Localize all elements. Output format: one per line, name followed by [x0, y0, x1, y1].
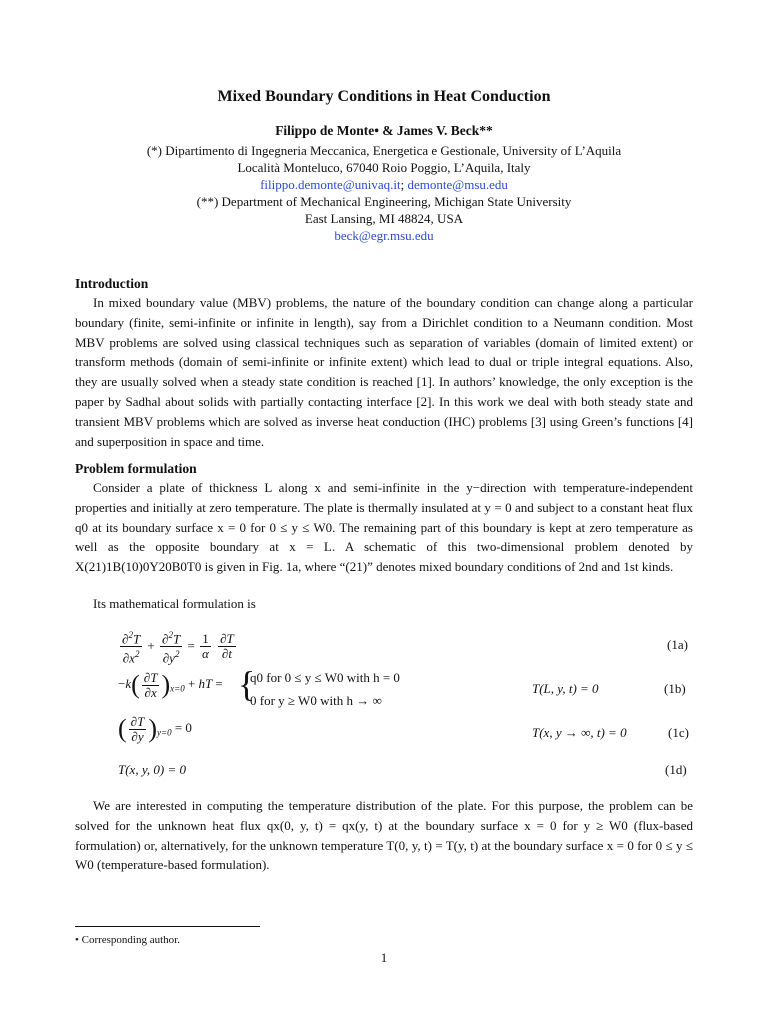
paper-title: Mixed Boundary Conditions in Heat Conduction	[217, 88, 551, 105]
equation-number-1a: (1a)	[667, 637, 688, 652]
equation-1a: $\frac{\partial^2T}{\partial x^2}$ + $\frac{\partial^2T}{\partial y^2}$ = $\frac{1}{\alpha}$ $\frac{\partial T}{\partial t}$	[122, 630, 234, 666]
footnote-rule	[75, 926, 260, 927]
problem-text: Consider a plate of thickness L along x and semi-infinite in the y−direction with temperature-independent properties and initially at zero temperature. The plate is thermally insulated at y = 0 and subject to a constant heat flux q0 at its boundary surface x = 0 for 0 ≤ y ≤ W0. The remaining part of this boundary is kept at zero temperature as well as the opposite boundary at x = L. A schematic of this two-dimensional problem denoted by X(21)1B(10)0Y20B0T0 is given in Fig. 1a, where “(21)” denotes mixed boundary conditions of 2nd and 1st kinds.	[75, 480, 693, 575]
equation-number-1c: (1c)	[668, 725, 689, 740]
section-heading-introduction: Introduction	[75, 276, 149, 291]
email-link-1[interactable]: filippo.demonte@univaq.it	[260, 177, 401, 192]
affiliation-2-line-2: East Lansing, MI 48824, USA	[304, 211, 464, 226]
equation-1b-case-1: q0 for 0 ≤ y ≤ W0 with h = 0	[250, 670, 400, 685]
section-heading-problem-formulation: Problem formulation	[75, 461, 197, 476]
introduction-paragraph	[75, 293, 693, 451]
equation-number-1b: (1b)	[664, 681, 686, 696]
problem-paragraph	[75, 478, 693, 577]
equation-1c-rhs: T(x, y → ∞, t) = 0	[532, 725, 627, 740]
footnote: • Corresponding author.	[75, 934, 180, 946]
cases-brace: {	[238, 664, 256, 704]
equation-1d: T(x, y, 0) = 0	[118, 762, 186, 777]
formulation-intro	[75, 594, 693, 614]
closing-paragraph	[75, 796, 693, 875]
affiliation-1-emails: filippo.demonte@univaq.it; demonte@msu.edu	[260, 177, 508, 192]
author-line: Filippo de Monte• & James V. Beck**	[275, 123, 493, 138]
affiliation-1-line-2: Località Monteluco, 67040 Roio Poggio, L’Aquila, Italy	[237, 160, 531, 175]
equation-1b-rhs: T(L, y, t) = 0	[532, 681, 599, 696]
email-link-3[interactable]: beck@egr.msu.edu	[334, 228, 434, 243]
equation-1c-lhs: ( $\frac{\partial T}{\partial y}$ )$_{y=0} = 0$	[118, 713, 192, 744]
page-number: 1	[380, 950, 388, 965]
equation-1b-case-2: 0 for y ≥ W0 with h → ∞	[250, 693, 382, 708]
affiliation-2-line-1: (**) Department of Mechanical Engineering, Michigan State University	[196, 194, 572, 209]
affiliation-1-line-1: (*) Dipartimento di Ingegneria Meccanica, Energetica e Gestionale, University of L’Aquila	[146, 143, 622, 158]
equation-number-1d: (1d)	[665, 762, 687, 777]
email-link-2[interactable]: demonte@msu.edu	[407, 177, 508, 192]
closing-text: We are interested in computing the temperature distribution of the plate. For this purpose, the problem can be solved for the unknown heat flux qx(0, y, t) = qx(y, t) at the boundary surface x = 0 for y ≥ W0 (flux-based formulation) or, alternatively, for the unknown temperature T(0, y, t) = T(y, t) at the boundary surface x = 0 for 0 ≤ y ≤ W0 (temperature-based formulation).	[75, 798, 693, 873]
formulation-line: Its mathematical formulation is	[93, 596, 256, 611]
equation-1b-lhs: −k( $\frac{\partial T}{\partial x}$ )$_{x=0}$ + hT =	[118, 669, 223, 700]
introduction-text: In mixed boundary value (MBV) problems, the nature of the boundary condition can change along a particular boundary (finite, semi-infinite or infinite in length), say from a Dirichlet condition to a Neumann condition. Most MBV problems are solved using classical techniques such as separation of variables (domain of limited extent) or transform methods (domain of semi-infinite or infinite extent) which lead to dual or triple integral equations. Also, they are usually solved when a steady state condition is reached [1]. In authors’ knowledge, the only exception is the paper by Sadhal about solids with partially contacting interface [2]. In this work we deal with both steady state and transient MBV problems which are solved as inverse heat conduction (IHC) problems [3] using Green’s functions [4] and superposition in space and time.	[75, 295, 693, 449]
